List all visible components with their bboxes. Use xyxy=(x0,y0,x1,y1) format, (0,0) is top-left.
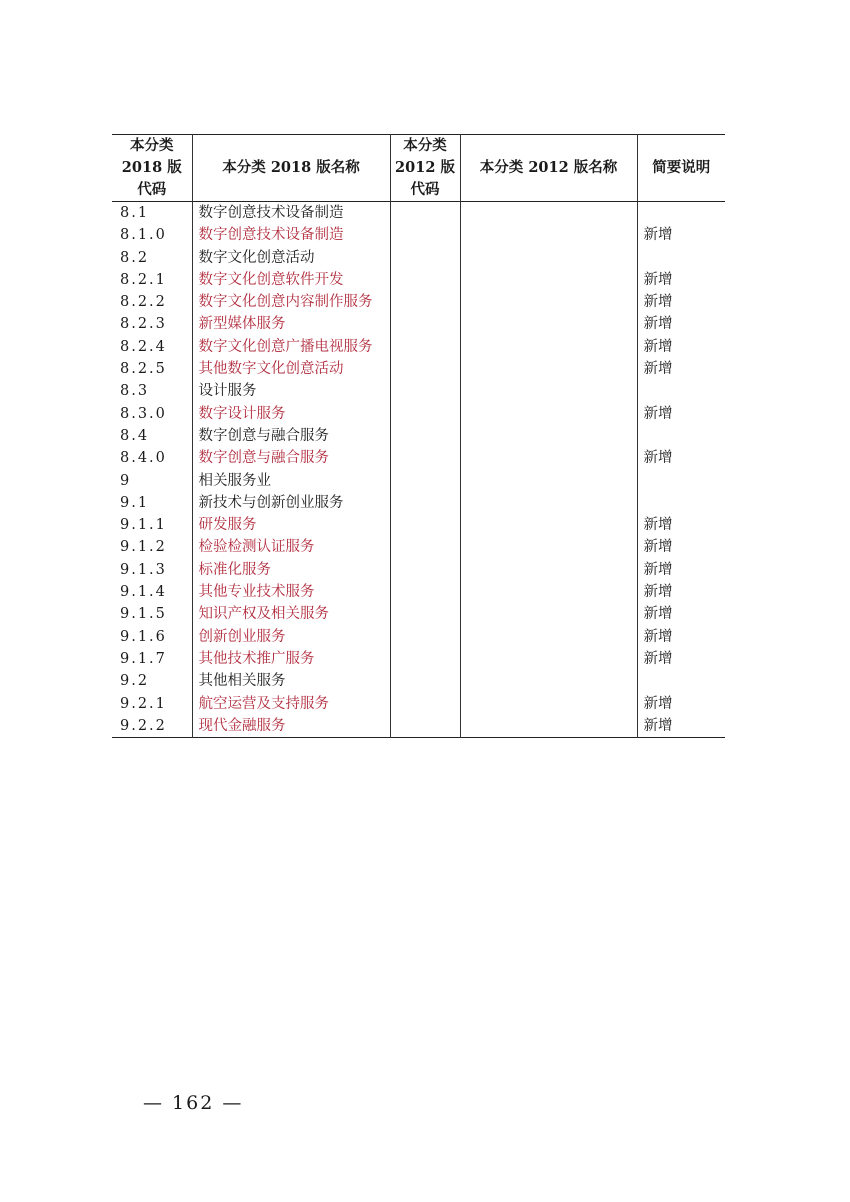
row-note-cell: 新增 xyxy=(637,358,725,380)
row-code-2012-cell xyxy=(390,224,460,246)
row-note-cell: 新增 xyxy=(637,291,725,313)
row-name-2012-cell xyxy=(460,626,637,648)
table-row xyxy=(112,581,725,603)
row-name-cell xyxy=(192,358,390,380)
row-code-cell: 8.3 xyxy=(120,383,150,400)
row-note-cell: 新增 xyxy=(637,313,725,335)
row-code-cell: 8.4 xyxy=(120,427,150,444)
row-name-cell xyxy=(192,269,390,291)
row-name-cell xyxy=(192,291,390,313)
row-code-cell: 8.3.0 xyxy=(120,405,167,422)
row-code-2012-cell xyxy=(390,247,460,269)
table-row xyxy=(112,536,725,558)
row-code-cell: 9.1.6 xyxy=(120,628,167,645)
classification-table xyxy=(112,134,725,738)
row-name-2012-cell xyxy=(460,470,637,492)
row-code-cell: 8.2.4 xyxy=(120,338,167,355)
table-body xyxy=(112,202,725,738)
table-row xyxy=(112,693,725,715)
row-code-cell: 8.2.3 xyxy=(120,316,167,333)
row-code-2012-cell xyxy=(390,514,460,536)
row-name-2012-cell xyxy=(460,715,637,738)
row-name-cell xyxy=(192,693,390,715)
row-name-text: 数字文化创意活动 xyxy=(198,249,315,266)
row-name-text: 其他技术推广服务 xyxy=(198,650,315,667)
row-name-text: 数字创意与融合服务 xyxy=(198,450,329,467)
row-name-text: 数字设计服务 xyxy=(198,405,286,422)
table-row xyxy=(112,447,725,469)
row-code-2012-cell xyxy=(390,492,460,514)
row-code-2012-cell xyxy=(390,358,460,380)
row-name-cell xyxy=(192,648,390,670)
row-name-cell xyxy=(192,202,390,225)
table-row xyxy=(112,336,725,358)
row-name-text: 新技术与创新创业服务 xyxy=(198,494,344,511)
row-note-cell: 新增 xyxy=(637,269,725,291)
row-code-2012-cell xyxy=(390,626,460,648)
row-code-cell: 8.1 xyxy=(120,205,150,221)
row-note-cell: 新增 xyxy=(637,581,725,603)
row-code-2012-cell xyxy=(390,313,460,335)
row-code-2012-cell xyxy=(390,559,460,581)
row-note-cell: 新增 xyxy=(637,514,725,536)
header-code-2012: 本分类 2012 版 代码 xyxy=(390,135,460,202)
row-code-cell: 8.2.1 xyxy=(120,271,167,288)
table-row xyxy=(112,715,725,738)
row-name-text: 数字文化创意软件开发 xyxy=(198,271,344,288)
row-note-cell: 新增 xyxy=(637,603,725,625)
row-code-cell: 8.4.0 xyxy=(120,450,167,467)
row-name-2012-cell xyxy=(460,336,637,358)
row-name-text: 数字文化创意内容制作服务 xyxy=(198,294,373,311)
row-name-2012-cell xyxy=(460,380,637,402)
row-name-cell xyxy=(192,336,390,358)
row-code-cell: 9.2.1 xyxy=(120,695,167,712)
table-row xyxy=(112,380,725,402)
row-name-cell xyxy=(192,603,390,625)
row-name-2012-cell xyxy=(460,492,637,514)
row-name-text: 其他专业技术服务 xyxy=(198,584,315,601)
row-name-text: 创新创业服务 xyxy=(198,628,286,645)
row-name-cell xyxy=(192,559,390,581)
table-header-row xyxy=(112,135,725,202)
row-name-2012-cell xyxy=(460,202,637,225)
row-name-cell xyxy=(192,224,390,246)
row-name-2012-cell xyxy=(460,536,637,558)
row-name-text: 标准化服务 xyxy=(198,561,271,578)
row-name-2012-cell xyxy=(460,403,637,425)
row-name-cell xyxy=(192,247,390,269)
row-code-cell: 9.2 xyxy=(120,673,150,690)
page-number: — 162 — xyxy=(143,1092,244,1114)
row-code-2012-cell xyxy=(390,603,460,625)
row-note-cell: 新增 xyxy=(637,693,725,715)
row-code-2012-cell xyxy=(390,403,460,425)
table-row xyxy=(112,470,725,492)
row-name-2012-cell xyxy=(460,581,637,603)
row-code-2012-cell xyxy=(390,425,460,447)
table-row xyxy=(112,670,725,692)
row-name-text: 数字创意技术设备制造 xyxy=(198,205,344,221)
row-name-cell xyxy=(192,447,390,469)
row-name-text: 其他相关服务 xyxy=(198,673,286,690)
row-name-2012-cell xyxy=(460,514,637,536)
row-name-2012-cell xyxy=(460,269,637,291)
row-name-text: 数字文化创意广播电视服务 xyxy=(198,338,373,355)
row-code-2012-cell xyxy=(390,693,460,715)
row-name-cell xyxy=(192,470,390,492)
table-row xyxy=(112,648,725,670)
row-name-2012-cell xyxy=(460,247,637,269)
row-name-2012-cell xyxy=(460,425,637,447)
row-code-2012-cell xyxy=(390,648,460,670)
table-row xyxy=(112,603,725,625)
row-code-cell: 9.1.4 xyxy=(120,584,167,601)
row-code-2012-cell xyxy=(390,336,460,358)
row-note-cell: 新增 xyxy=(637,648,725,670)
row-note-cell: 新增 xyxy=(637,224,725,246)
row-code-2012-cell xyxy=(390,269,460,291)
row-code-cell: 9.1.2 xyxy=(120,539,167,556)
row-code-cell: 9 xyxy=(120,472,132,489)
row-code-2012-cell xyxy=(390,470,460,492)
row-name-text: 数字创意与融合服务 xyxy=(198,427,329,444)
header-name-2012: 本分类 2012 版名称 xyxy=(460,135,637,202)
row-note-cell: 新增 xyxy=(637,403,725,425)
row-code-cell: 9.1 xyxy=(120,494,150,511)
row-code-2012-cell xyxy=(390,715,460,738)
row-name-cell xyxy=(192,581,390,603)
row-name-text: 设计服务 xyxy=(198,383,257,400)
row-name-cell xyxy=(192,670,390,692)
row-name-cell xyxy=(192,403,390,425)
row-name-text: 数字创意技术设备制造 xyxy=(198,227,344,244)
row-name-2012-cell xyxy=(460,670,637,692)
table-row xyxy=(112,492,725,514)
row-code-2012-cell xyxy=(390,536,460,558)
row-name-text: 其他数字文化创意活动 xyxy=(198,361,344,378)
row-note-cell xyxy=(637,247,725,269)
table-row xyxy=(112,514,725,536)
row-name-text: 知识产权及相关服务 xyxy=(198,606,329,623)
table-row xyxy=(112,358,725,380)
row-name-2012-cell xyxy=(460,603,637,625)
row-note-cell xyxy=(637,202,725,225)
row-note-cell xyxy=(637,670,725,692)
table-row xyxy=(112,291,725,313)
row-name-cell xyxy=(192,715,390,738)
row-name-cell xyxy=(192,514,390,536)
row-code-cell: 8.2.5 xyxy=(120,361,167,378)
row-code-2012-cell xyxy=(390,202,460,225)
row-name-text: 新型媒体服务 xyxy=(198,316,286,333)
row-code-cell: 9.1.1 xyxy=(120,517,167,534)
header-name-2018: 本分类 2018 版名称 xyxy=(192,135,390,202)
row-name-cell xyxy=(192,536,390,558)
row-note-cell xyxy=(637,470,725,492)
row-code-cell: 9.1.7 xyxy=(120,650,167,667)
row-name-text: 航空运营及支持服务 xyxy=(198,695,329,712)
table-row xyxy=(112,559,725,581)
header-code-2018: 本分类 2018 版 代码 xyxy=(121,137,182,198)
row-name-cell xyxy=(192,492,390,514)
row-code-2012-cell xyxy=(390,581,460,603)
row-name-text: 研发服务 xyxy=(198,517,257,534)
row-name-2012-cell xyxy=(460,447,637,469)
row-name-2012-cell xyxy=(460,648,637,670)
row-code-cell: 8.2 xyxy=(120,249,150,266)
row-name-cell xyxy=(192,425,390,447)
row-name-cell xyxy=(192,380,390,402)
row-code-2012-cell xyxy=(390,291,460,313)
row-code-cell: 9.1.5 xyxy=(120,606,167,623)
table-row xyxy=(112,626,725,648)
row-code-cell: 8.1.0 xyxy=(120,227,167,244)
header-note: 简要说明 xyxy=(637,135,725,202)
table-row xyxy=(112,247,725,269)
row-name-2012-cell xyxy=(460,559,637,581)
row-note-cell: 新增 xyxy=(637,447,725,469)
row-note-cell: 新增 xyxy=(637,336,725,358)
row-name-text: 现代金融服务 xyxy=(198,717,286,734)
row-note-cell xyxy=(637,380,725,402)
row-code-cell: 9.2.2 xyxy=(120,717,167,734)
row-name-cell xyxy=(192,313,390,335)
table-row xyxy=(112,224,725,246)
row-code-cell: 9.1.3 xyxy=(120,561,167,578)
row-note-cell: 新增 xyxy=(637,715,725,738)
row-note-cell: 新增 xyxy=(637,559,725,581)
row-code-2012-cell xyxy=(390,447,460,469)
table-row xyxy=(112,269,725,291)
row-code-cell: 8.2.2 xyxy=(120,294,167,311)
row-code-2012-cell xyxy=(390,670,460,692)
row-name-2012-cell xyxy=(460,291,637,313)
row-note-cell xyxy=(637,425,725,447)
row-name-2012-cell xyxy=(460,358,637,380)
row-note-cell: 新增 xyxy=(637,536,725,558)
row-name-cell xyxy=(192,626,390,648)
table-row xyxy=(112,313,725,335)
row-name-text: 相关服务业 xyxy=(198,472,271,489)
row-name-2012-cell xyxy=(460,224,637,246)
row-code-2012-cell xyxy=(390,380,460,402)
row-name-2012-cell xyxy=(460,693,637,715)
table-row xyxy=(112,425,725,447)
row-note-cell xyxy=(637,492,725,514)
row-note-cell: 新增 xyxy=(637,626,725,648)
row-name-text: 检验检测认证服务 xyxy=(198,539,315,556)
row-name-2012-cell xyxy=(460,313,637,335)
table-row xyxy=(112,403,725,425)
table-row xyxy=(112,202,725,225)
